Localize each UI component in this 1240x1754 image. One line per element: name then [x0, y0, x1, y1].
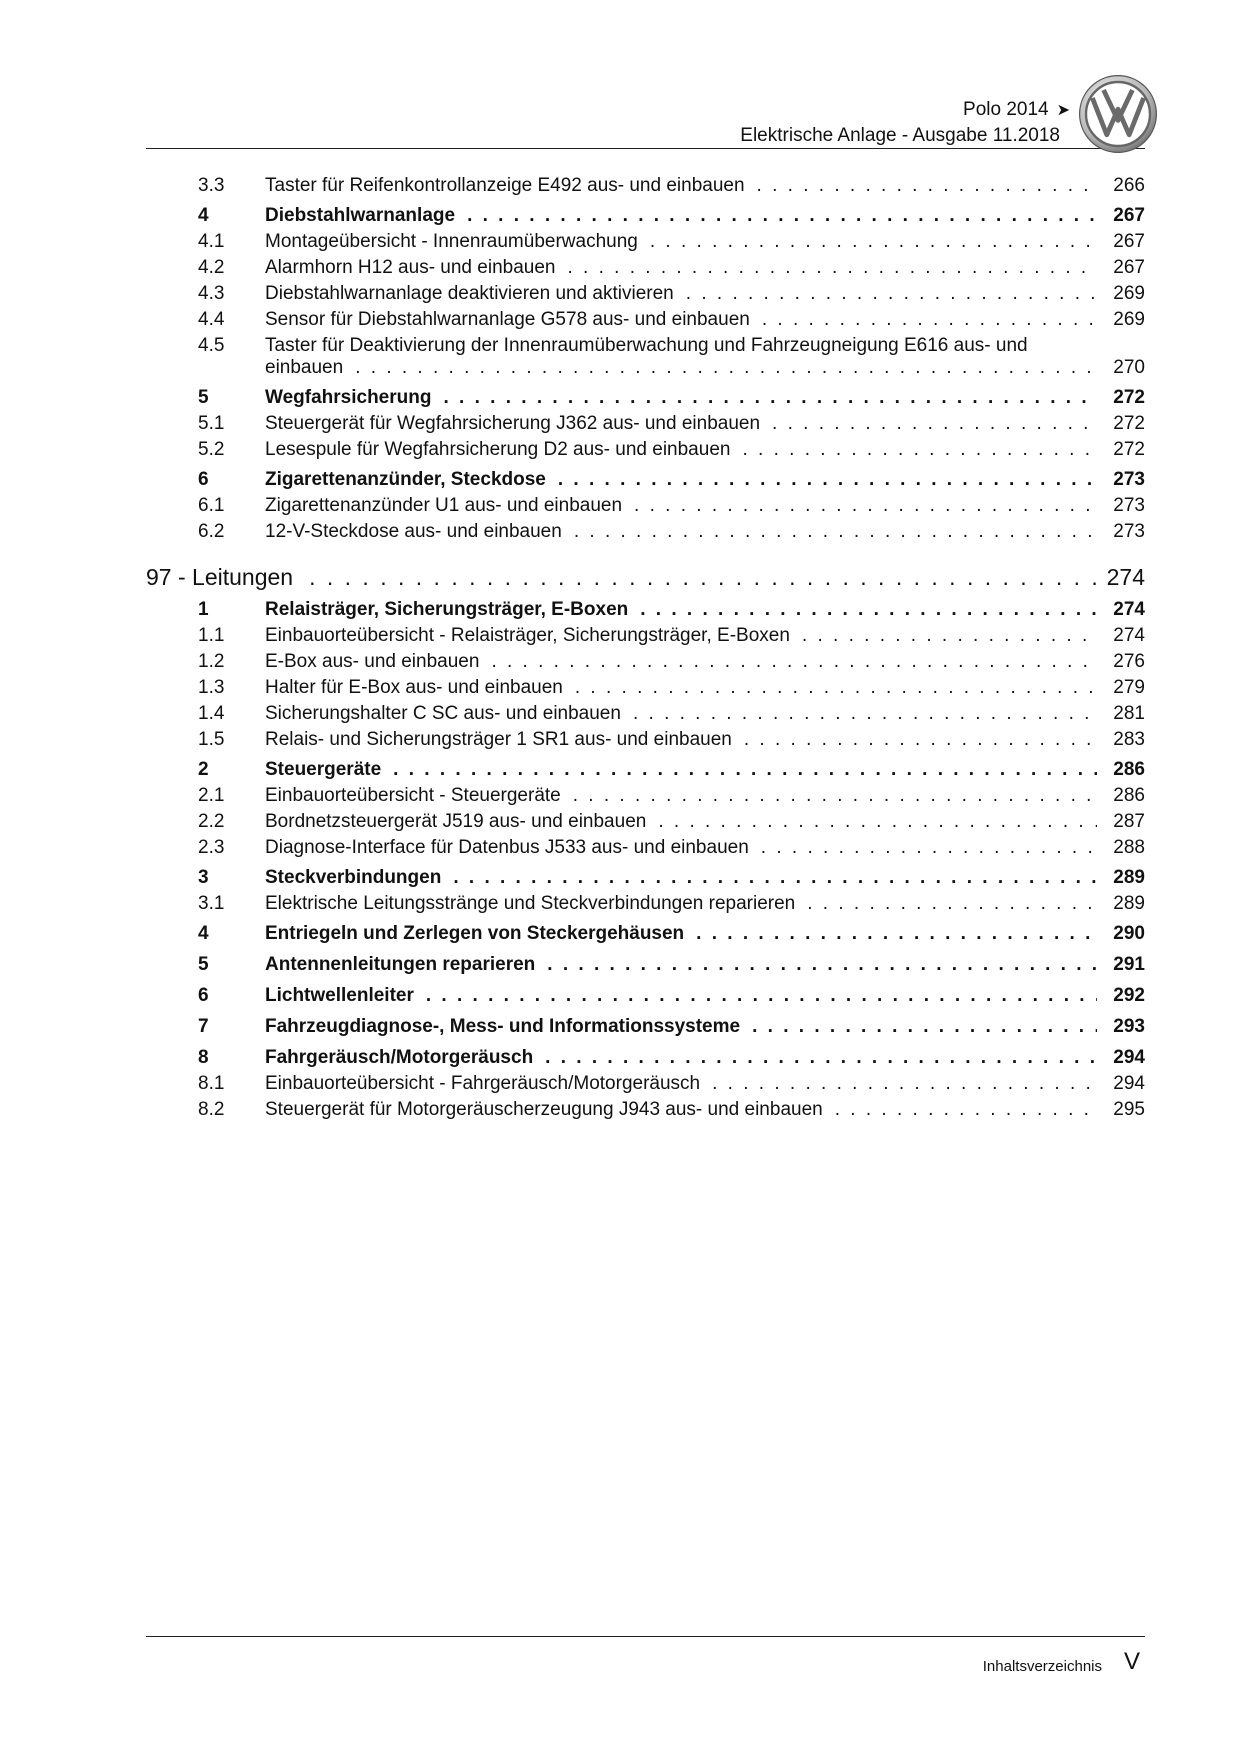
- toc-entry[interactable]: [0, 921, 1240, 947]
- toc-entry-line: [265, 281, 1145, 307]
- toc-entry-title: Zigarettenanzünder U1 aus- und einbauen: [265, 495, 623, 516]
- toc-entry-title: Diagnose-Interface für Datenbus J533 aus- und einbauen: [265, 837, 749, 858]
- toc-entry-line: [265, 203, 1145, 229]
- toc-entry[interactable]: [0, 701, 1240, 727]
- toc-entry-number: 5.1: [198, 413, 225, 434]
- header-model: [963, 99, 1070, 121]
- toc-entry-page: 291: [1113, 954, 1145, 975]
- dot-leader: [467, 203, 1097, 229]
- toc-entry-number: 8: [198, 1047, 209, 1068]
- toc-entry-number: 8.1: [198, 1073, 225, 1094]
- vw-logo-icon: [1078, 74, 1158, 154]
- toc-entry-title: Alarmhorn H12 aus- und einbauen: [265, 257, 556, 278]
- toc-entry-page: 267: [1113, 231, 1145, 252]
- toc-entry-title: Lesespule für Wegfahrsicherung D2 aus- und einbauen: [265, 439, 731, 460]
- toc-entry[interactable]: [0, 727, 1240, 753]
- toc-entry-title: Entriegeln und Zerlegen von Steckergehäusen: [265, 923, 685, 944]
- toc-entry-line: [265, 493, 1145, 519]
- toc-entry-page: 287: [1113, 811, 1145, 832]
- toc-entry-title: einbauen: [265, 357, 344, 378]
- toc-entry-line: [265, 701, 1145, 727]
- toc-entry-page: 276: [1113, 651, 1145, 672]
- toc-entry[interactable]: [0, 411, 1240, 437]
- dot-leader: [658, 809, 1097, 835]
- toc-entry-title: Einbauorteübersicht - Fahrgeräusch/Motorgeräusch: [265, 1073, 701, 1094]
- toc-entry-number: 3.1: [198, 893, 225, 914]
- toc-entry[interactable]: [0, 783, 1240, 809]
- toc-entry[interactable]: [0, 307, 1240, 333]
- toc-entry-number: 4.5: [198, 335, 225, 356]
- footer-page-number: V: [1123, 1648, 1140, 1675]
- toc-entry-page: 289: [1113, 893, 1145, 914]
- toc-entry-line: [146, 562, 1145, 592]
- dot-leader: [567, 255, 1097, 281]
- toc-entry-title: Bordnetzsteuergerät J519 aus- und einbauen: [265, 811, 647, 832]
- toc-entry-page: 281: [1113, 703, 1145, 724]
- toc-entry-number: 4.2: [198, 257, 225, 278]
- toc-entry-page: 269: [1113, 283, 1145, 304]
- toc-entry-page: 293: [1113, 1016, 1145, 1037]
- dot-leader: [802, 623, 1097, 649]
- toc-entry-line: [265, 649, 1145, 675]
- toc-entry-number: 1.1: [198, 625, 225, 646]
- toc-entry[interactable]: [0, 809, 1240, 835]
- dot-leader: [696, 921, 1097, 947]
- toc-entry-title: Wegfahrsicherung: [265, 387, 432, 408]
- toc-entry-title: Halter für E-Box aus- und einbauen: [265, 677, 563, 698]
- toc-entry-line: [265, 519, 1145, 545]
- toc-entry-line: [265, 623, 1145, 649]
- toc-entry-title: Lichtwellenleiter: [265, 985, 414, 1006]
- toc-entry-number: 4.3: [198, 283, 225, 304]
- toc-entry-line: [265, 385, 1145, 411]
- toc-entry-line: [265, 983, 1145, 1009]
- arrow-icon: ➤: [1056, 102, 1070, 119]
- toc-main-heading-page: 274: [1106, 564, 1145, 590]
- toc-entry-line: [265, 229, 1145, 255]
- toc-entry[interactable]: [0, 281, 1240, 307]
- toc-entry-number: 2.3: [198, 837, 225, 858]
- dot-leader: [712, 1071, 1097, 1097]
- toc-entry-page: 272: [1113, 439, 1145, 460]
- toc-entry-page: 272: [1113, 413, 1145, 434]
- toc-entry-number: 2.1: [198, 785, 225, 806]
- toc-entry-line: [265, 1045, 1145, 1071]
- dot-leader: [634, 493, 1097, 519]
- toc-entry-title: Taster für Reifenkontrollanzeige E492 aus- und einbauen: [265, 175, 745, 196]
- dot-leader: [453, 865, 1097, 891]
- toc-entry-title: Elektrische Leitungsstränge und Steckverbindungen reparieren: [265, 893, 796, 914]
- toc-entry-page: 286: [1113, 759, 1145, 780]
- toc-entry-number: 2.2: [198, 811, 225, 832]
- dot-leader: [574, 519, 1097, 545]
- toc-entry-line: [265, 783, 1145, 809]
- toc-entry-title: Relais- und Sicherungsträger 1 SR1 aus- und einbauen: [265, 729, 732, 750]
- toc-entry-page: 273: [1113, 495, 1145, 516]
- toc-entry-line: [265, 411, 1145, 437]
- dot-leader: [491, 649, 1097, 675]
- toc-entry[interactable]: [0, 952, 1240, 978]
- toc-main-heading[interactable]: [0, 562, 1240, 592]
- toc-entry-line: [265, 597, 1145, 623]
- toc-entry-number: 4: [198, 205, 209, 226]
- header-model-text: Polo 2014: [963, 99, 1049, 120]
- footer-label: Inhaltsverzeichnis: [982, 1658, 1102, 1675]
- dot-leader: [744, 727, 1097, 753]
- dot-leader: [772, 411, 1097, 437]
- toc-entry-page: 295: [1113, 1099, 1145, 1120]
- dot-leader: [575, 675, 1097, 701]
- toc-entry-line: [265, 675, 1145, 701]
- toc-entry-page: 270: [1113, 357, 1145, 378]
- toc-entry-page: 286: [1113, 785, 1145, 806]
- dot-leader: [558, 467, 1097, 493]
- toc-entry-page: 267: [1113, 257, 1145, 278]
- toc-entry-number: 7: [198, 1016, 209, 1037]
- toc-entry-title: Fahrgeräusch/Motorgeräusch: [265, 1047, 534, 1068]
- toc-entry[interactable]: [0, 983, 1240, 1009]
- toc-entry-number: 1.2: [198, 651, 225, 672]
- toc-entry[interactable]: [0, 649, 1240, 675]
- dot-leader: [686, 281, 1097, 307]
- dot-leader: [807, 891, 1097, 917]
- toc-entry-number: 6: [198, 469, 209, 490]
- toc-entry[interactable]: [0, 1097, 1240, 1123]
- toc-entry-line: [265, 355, 1145, 381]
- page-header: [0, 0, 1240, 160]
- toc-entry-title: Sensor für Diebstahlwarnanlage G578 aus- und einbauen: [265, 309, 750, 330]
- toc-entry[interactable]: [0, 385, 1240, 411]
- toc-entry[interactable]: [0, 1014, 1240, 1040]
- toc-entry-page: 294: [1113, 1047, 1145, 1068]
- dot-leader: [443, 385, 1097, 411]
- toc-entry-continued[interactable]: [0, 355, 1240, 381]
- toc-entry-page: 274: [1113, 599, 1145, 620]
- toc-entry-title: Steckverbindungen: [265, 867, 442, 888]
- toc-entry-number: 1.3: [198, 677, 225, 698]
- toc-entry-number: 6.1: [198, 495, 225, 516]
- dot-leader: [742, 437, 1097, 463]
- toc-entry-line: [265, 921, 1145, 947]
- toc-entry-page: 266: [1113, 175, 1145, 196]
- dot-leader: [547, 952, 1097, 978]
- toc-main-heading-title: 97 - Leitungen: [146, 564, 294, 590]
- toc-entry-title: Diebstahlwarnanlage: [265, 205, 456, 226]
- toc-entry-line: [265, 1097, 1145, 1123]
- toc-entry-page: 272: [1113, 387, 1145, 408]
- toc-entry-page: 288: [1113, 837, 1145, 858]
- toc-entry[interactable]: [0, 255, 1240, 281]
- toc-entry-title: Montageübersicht - Innenraumüberwachung: [265, 231, 638, 252]
- toc-entry[interactable]: [0, 493, 1240, 519]
- toc-entry-number: 1.5: [198, 729, 225, 750]
- toc-entry-title: Einbauorteübersicht - Relaisträger, Sicherungsträger, E-Boxen: [265, 625, 790, 646]
- toc-entry-number: 6: [198, 985, 209, 1006]
- toc-entry-title: Zigarettenanzünder, Steckdose: [265, 469, 546, 490]
- toc-entry-number: 1: [198, 599, 209, 620]
- toc-entry[interactable]: [0, 865, 1240, 891]
- toc-entry[interactable]: [0, 597, 1240, 623]
- toc-entry[interactable]: [0, 519, 1240, 545]
- toc-entry[interactable]: [0, 437, 1240, 463]
- toc-entry-number: 4: [198, 923, 209, 944]
- toc-entry-title: Diebstahlwarnanlage deaktivieren und aktivieren: [265, 283, 674, 304]
- dot-leader: [393, 757, 1097, 783]
- toc-entry-page: 283: [1113, 729, 1145, 750]
- toc-entry-title: Steuergerät für Motorgeräuscherzeugung J943 aus- und einbauen: [265, 1099, 823, 1120]
- toc-entry[interactable]: [0, 835, 1240, 861]
- toc-entry-line: [265, 865, 1145, 891]
- toc-entry-line: [265, 1014, 1145, 1040]
- toc-entry-page: 292: [1113, 985, 1145, 1006]
- toc-entry-page: 289: [1113, 867, 1145, 888]
- toc-entry[interactable]: [0, 1045, 1240, 1071]
- toc-entry-number: 3: [198, 867, 209, 888]
- toc-entry-page: 274: [1113, 625, 1145, 646]
- toc-entry-number: 1.4: [198, 703, 225, 724]
- toc-entry-title: Einbauorteübersicht - Steuergeräte: [265, 785, 561, 806]
- toc-entry-number: 5: [198, 954, 209, 975]
- toc-entry-line: [265, 835, 1145, 861]
- toc-entry-title: 12-V-Steckdose aus- und einbauen: [265, 521, 562, 542]
- toc-entry[interactable]: [0, 467, 1240, 493]
- toc-entry[interactable]: [0, 891, 1240, 917]
- toc-entry-title-line1: Taster für Deaktivierung der Innenraumüberwachung und Fahrzeugneigung E616 aus- und: [265, 335, 1028, 356]
- toc-entry-number: 5.2: [198, 439, 225, 460]
- dot-leader: [426, 983, 1097, 1009]
- dot-leader: [640, 597, 1097, 623]
- header-subtitle: Elektrische Anlage - Ausgabe 11.2018: [740, 125, 1060, 146]
- toc-entry[interactable]: [0, 229, 1240, 255]
- toc-entry-page: 273: [1113, 521, 1145, 542]
- toc-entry-title: Relaisträger, Sicherungsträger, E-Boxen: [265, 599, 629, 620]
- toc-entry-number: 2: [198, 759, 209, 780]
- toc-entry-title: Antennenleitungen reparieren: [265, 954, 536, 975]
- toc-entry-page: 273: [1113, 469, 1145, 490]
- toc-entry-title: Sicherungshalter C SC aus- und einbauen: [265, 703, 621, 724]
- toc-entry-number: 6.2: [198, 521, 225, 542]
- toc-entry[interactable]: [0, 623, 1240, 649]
- toc-entry-page: 269: [1113, 309, 1145, 330]
- toc-entry-title: Fahrzeugdiagnose-, Mess- und Informationssysteme: [265, 1016, 741, 1037]
- dot-leader: [762, 307, 1097, 333]
- toc-entry-line: [265, 727, 1145, 753]
- toc-entry-line: [265, 173, 1145, 199]
- header-divider: [146, 148, 1145, 149]
- toc-entry-page: 267: [1113, 205, 1145, 226]
- toc-entry-line: [265, 757, 1145, 783]
- toc-entry-title: Steuergeräte: [265, 759, 382, 780]
- dot-leader: [761, 835, 1097, 861]
- toc-entry-line: [265, 952, 1145, 978]
- dot-leader: [633, 701, 1097, 727]
- toc-entry-line: [265, 255, 1145, 281]
- dot-leader: [309, 562, 1097, 592]
- toc-entry-line: [265, 467, 1145, 493]
- dot-leader: [355, 355, 1097, 381]
- toc-entry-page: 279: [1113, 677, 1145, 698]
- toc-entry-line: [265, 891, 1145, 917]
- toc-entry[interactable]: [0, 203, 1240, 229]
- footer-divider: [146, 1636, 1145, 1637]
- toc-entry-number: 4.4: [198, 309, 225, 330]
- toc-entry-number: 8.2: [198, 1099, 225, 1120]
- toc-entry[interactable]: [0, 757, 1240, 783]
- dot-leader: [752, 1014, 1097, 1040]
- dot-leader: [835, 1097, 1097, 1123]
- toc-entry-line: [265, 307, 1145, 333]
- toc-entry-title: E-Box aus- und einbauen: [265, 651, 480, 672]
- toc-entry-number: 5: [198, 387, 209, 408]
- toc-entry-line: [265, 809, 1145, 835]
- toc-entry[interactable]: [0, 1071, 1240, 1097]
- toc-entry-line: [265, 1071, 1145, 1097]
- toc-entry-line: [265, 437, 1145, 463]
- dot-leader: [650, 229, 1097, 255]
- dot-leader: [545, 1045, 1097, 1071]
- toc-entry[interactable]: [0, 675, 1240, 701]
- toc-entry-title: Steuergerät für Wegfahrsicherung J362 aus- und einbauen: [265, 413, 761, 434]
- toc-entry-page: 294: [1113, 1073, 1145, 1094]
- dot-leader: [573, 783, 1097, 809]
- toc-entry[interactable]: [0, 173, 1240, 199]
- toc-entry-page: 290: [1113, 923, 1145, 944]
- toc-entry-number: 3.3: [198, 175, 225, 196]
- dot-leader: [757, 173, 1097, 199]
- toc-entry-number: 4.1: [198, 231, 225, 252]
